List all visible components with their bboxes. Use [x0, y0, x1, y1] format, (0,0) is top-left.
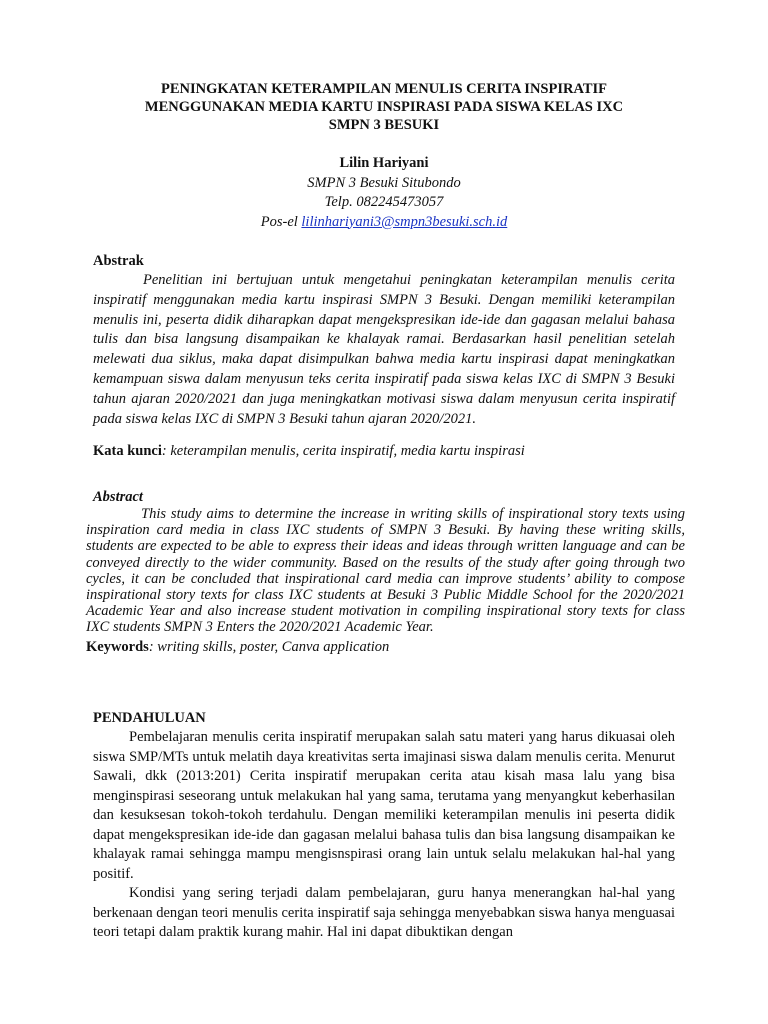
author-email-line	[90, 213, 678, 233]
pendahuluan-section	[93, 708, 675, 943]
title-line-3: SMPN 3 BESUKI	[328, 117, 440, 133]
abstrak-section	[93, 251, 675, 461]
abstrak-heading: Abstrak	[93, 253, 144, 269]
author-affiliation: SMPN 3 Besuki Situbondo	[307, 174, 461, 191]
abstract-heading: Abstract	[93, 489, 143, 505]
keywords-value: : writing skills, poster, Canva application	[148, 638, 390, 655]
author-name: Lilin Hariyani	[339, 155, 429, 171]
pendahuluan-heading: PENDAHULUAN	[93, 710, 206, 726]
abstract-section	[86, 488, 685, 656]
kata-kunci-label: Kata kunci	[93, 443, 162, 460]
title-line-2: MENGGUNAKAN MEDIA KARTU INSPIRASI PADA SISWA KELAS IXC	[144, 99, 624, 115]
email-label: Pos-el	[260, 213, 302, 230]
abstrak-text: Penelitian ini bertujuan untuk mengetahui peningkatan keterampilan menulis cerita inspiratif menggunakan media kartu inspirasi SMPN 3 Besuki. Dengan memiliki keterampilan menulis ini, peserta didik diharapkan dapat mengekspresikan ide-ide dan gagasan melalui bahasa tulis dan bisa langsung disampaikan ke khalayak ramai. Berdasarkan hasil penelitian setelah melewati dua siklus, maka dapat disimpulkan bahwa media kartu inspirasi dapat meningkatkan kemampuan siswa dalam menyusun teks cerita inspiratif pada siswa kelas IXC di SMPN 3 Besuki tahun ajaran 2020/2021 dan juga meningkatkan motivasi siswa dalam menyusun cerita inspiratif pada siswa kelas IXC di SMPN 3 Besuki tahun ajaran 2020/2021.	[93, 272, 675, 427]
kata-kunci-line	[93, 441, 675, 461]
paper-title	[90, 80, 678, 134]
keywords-line	[86, 638, 685, 656]
email-link[interactable]: lilinhariyani3@smpn3besuki.sch.id	[301, 213, 508, 230]
keywords-label: Keywords	[86, 638, 149, 655]
author-block	[90, 154, 678, 232]
title-line-1: PENINGKATAN KETERAMPILAN MENULIS CERITA INSPIRATIF	[160, 81, 608, 97]
abstract-text: This study aims to determine the increase in writing skills of inspirational story texts using inspiration card media in class IXC students of SMPN 3 Besuki. By having these writing skills, students are expected to be able to express their ideas and ideas through written language and can be conveyed directly to the wider community. Based on the results of the study after going through two cycles, it can be concluded that inspirational card media can improve students’ ability to compose inspirational story texts for class IXC students at Besuki 3 Public Middle School for the 2020/2021 Academic Year and also increase student motivation in compiling inspirational story texts for class IXC students SMPN 3 Enters the 2020/2021 Academic Year.	[86, 506, 685, 636]
pendahuluan-paragraph-1: Pembelajaran menulis cerita inspiratif merupakan salah satu materi yang harus dikuasai oleh siswa SMP/MTs untuk melatih daya kreativitas serta imajinasi siswa dalam menulis cerita. Menurut Sawali, dkk (2013:201) Cerita inspiratif merupakan cerita atau kisah masa lalu yang bisa menginspirasi seseorang untuk melakukan hal yang sama, terutama yang menyangkut keberhasilan dan kesuksesan tokoh-tokoh terdahulu. Dengan memiliki keterampilan menulis ini peserta didik dapat mengekspresikan ide-ide dan gagasan melalui bahasa tulis dan bisa langsung disampaikan ke khalayak ramai sehingga mampu mengisnspirasi orang lain untuk selalu melakukan hal-hal yang positif.	[93, 729, 675, 882]
pendahuluan-paragraph-2: Kondisi yang sering terjadi dalam pembelajaran, guru hanya menerangkan hal-hal yang berkenaan dengan teori menulis cerita inspiratif saja sehingga menyebabkan siswa hanya menguasai teori tetapi dalam praktik kurang mahir. Hal ini dapat dibuktikan dengan	[93, 885, 675, 940]
author-phone: Telp. 082245473057	[324, 194, 444, 210]
kata-kunci-value: : keterampilan menulis, cerita inspiratif, media kartu inspirasi	[161, 443, 525, 460]
